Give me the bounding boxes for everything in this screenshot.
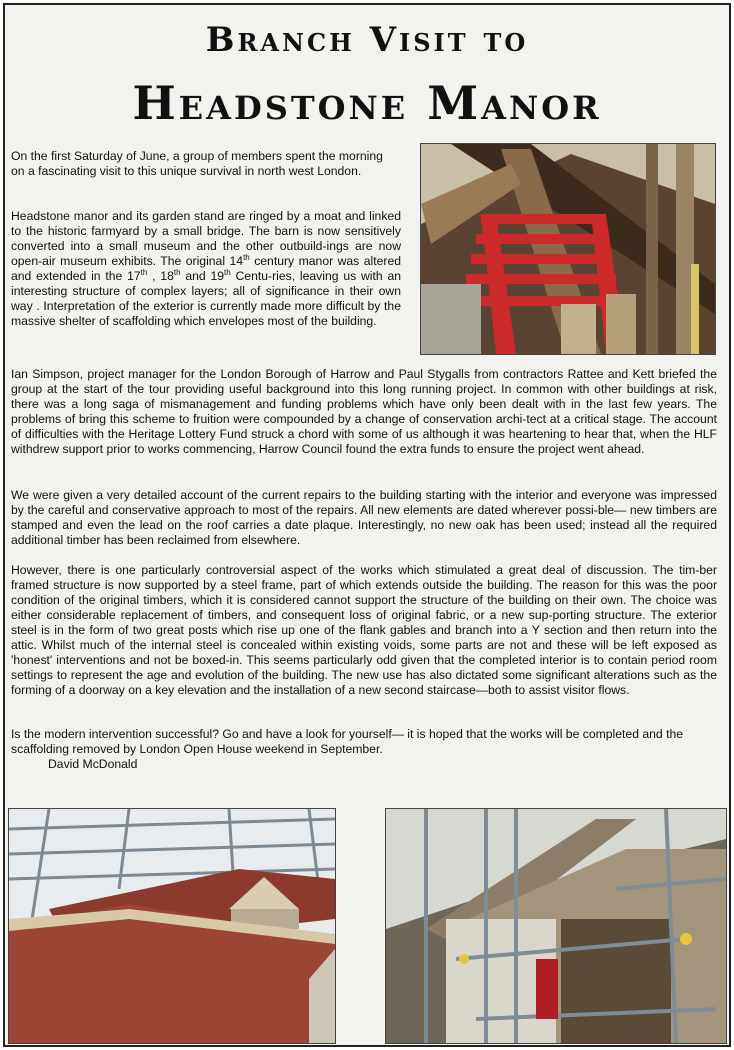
repairs-paragraph: We were given a very detailed account of the current repairs to the building starting with the interior and everyone was impressed by the careful and conservative approach to most of the repairs. All new elements are dated wherever possi-ble— new timbers are stamped and even the lead on the roof carries a date plaque. Interestingly, no new oak has been used; instead all the required additional timber has been reclaimed from elsewhere. bbox=[11, 488, 717, 547]
steel-frame-paragraph: However, there is one particularly controversial aspect of the works which stimulated a great deal of discussion. The tim-ber framed structure is now supported by a steel frame, part of which extends outside the building. The reason for this was the poor condition of the original timbers, which it is considered cannot support the structure of the building on their own. The choice was either considerable replacement of timbers, and consequent loss of original fabric, or a new sup-porting structure. The exterior steel is in the form of two great posts which rise up one of the flank gables and branch into a Y section and then return into the attic. Whilst much of the internal steel is concealed within existing voids, some parts are not and these will be left exposed as 'honest' interventions and not be boxed-in. This seems particularly odd given that the completed interior is to contain period room settings to represent the age and evolution of the building. The new use has also dictated some significant alterations such as the forming of a doorway on a key elevation and the installation of a new second staircase—both to assist visitor flows. bbox=[11, 563, 717, 697]
intro-paragraph: On the first Saturday of June, a group of members spent the morning on a fascinating visit to this unique survival in north west London. bbox=[11, 149, 383, 178]
gable-scaffolding-photo bbox=[385, 808, 727, 1044]
history-paragraph: Headstone manor and its garden stand are ringed by a moat and linked to the historic farmyard by a small bridge. The barn is now sensitively converted into a small museum and the other outbuild-ings are now open-air museum exhibits. The original 14th century manor was altered and extended in the 17th , 18th and 19th Centu-ries, leaving us with an interesting structure of complex layers; all of significance in their own way . Interpretation of the exterior is currently made more difficult by the massive shelter of scaffolding which envelopes most of the building. bbox=[11, 209, 402, 328]
title-line-1: Branch Visit to bbox=[205, 20, 529, 60]
author-name: David McDonald bbox=[48, 757, 138, 771]
briefing-paragraph: Ian Simpson, project manager for the London Borough of Harrow and Paul Stygalls from contractors Rattee and Kett briefed the group at the start of the tour providing useful background into this long running project. In common with other buildings at risk, there was a long saga of mismanagement and funding problems which have only been dealt with in the last few years. The problems of bring this scheme to fruition were compounded by a change of conservation archi-tect at a critical stage. The account of difficulties with the Heritage Lottery Fund struck a chord with some of us although it was heartening to hear that, when the HLF withdrew support prior to works commencing, Harrow Council found the extra funds to ensure the project went ahead. bbox=[11, 367, 717, 456]
attic-staircase-photo bbox=[420, 143, 716, 355]
roof-scaffolding-photo bbox=[8, 808, 336, 1044]
page-title: Headstone Manor bbox=[132, 76, 602, 130]
conclusion-paragraph: Is the modern intervention successful? Go and have a look for yourself— it is hoped that the works will be completed and the scaffolding removed by London Open House weekend in September. bbox=[11, 727, 684, 756]
